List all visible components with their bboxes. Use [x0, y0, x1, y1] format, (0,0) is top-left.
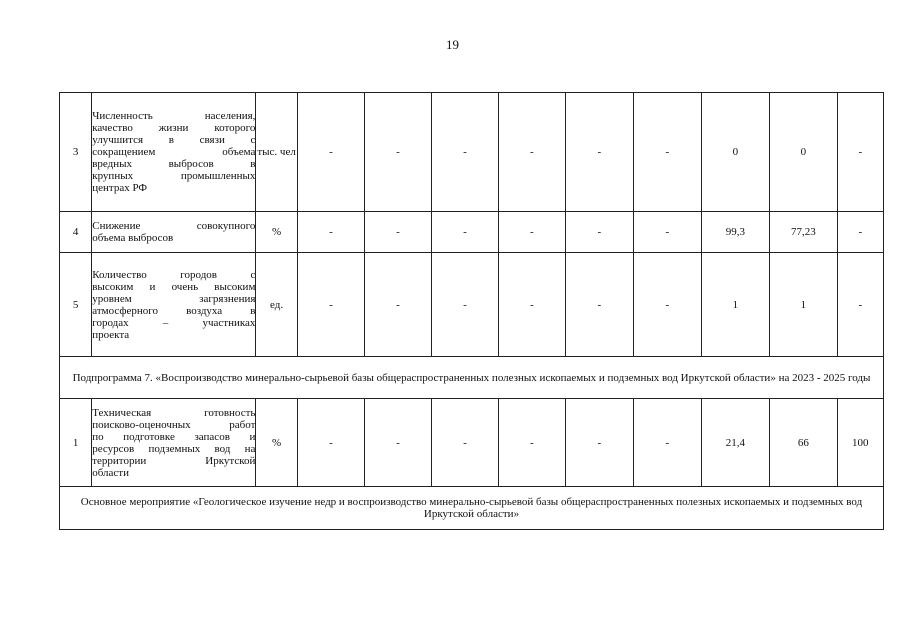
unit-cell: %	[256, 212, 297, 253]
value-cell: -	[297, 399, 364, 487]
main-event-heading: Основное мероприятие «Геологическое изучение недр и воспроизводство минерально-сырьевой базы общераспространенных полезных ископаемых и подземных вод Иркутской области»	[60, 487, 884, 530]
row-number: 4	[60, 212, 92, 253]
row-number: 3	[60, 93, 92, 212]
value-cell: -	[365, 212, 431, 253]
value-cell: -	[837, 212, 883, 253]
value-cell: 100	[837, 399, 883, 487]
page-number: 19	[446, 37, 459, 52]
value-cell: -	[431, 253, 498, 357]
value-cell: -	[565, 212, 633, 253]
unit-cell: ед.	[256, 253, 297, 357]
table-row	[60, 399, 884, 487]
value-cell: -	[634, 212, 701, 253]
subprogram-7-heading: Подпрограмма 7. «Воспроизводство минерально-сырьевой базы общераспространенных полезных ископаемых и подземных вод Иркутской области» на 2023 - 2025 годы	[60, 357, 884, 399]
value-cell: -	[837, 253, 883, 357]
value-cell: -	[499, 93, 565, 212]
value-cell: 21,4	[701, 399, 769, 487]
value-cell: -	[634, 253, 701, 357]
value-cell: -	[499, 212, 565, 253]
value-cell: -	[634, 93, 701, 212]
value-cell: -	[499, 399, 565, 487]
value-cell: 0	[770, 93, 837, 212]
table-row	[60, 253, 884, 357]
indicator-name: Численность населения, качество жизни которого улучшится в связи с сокращением объема вредных выбросов в крупных промышленных центрах РФ	[92, 93, 256, 212]
value-cell: 0	[701, 93, 769, 212]
value-cell: -	[297, 212, 364, 253]
value-cell: -	[565, 253, 633, 357]
section-row	[60, 487, 884, 530]
value-cell: 1	[770, 253, 837, 357]
value-cell: -	[565, 93, 633, 212]
unit-cell: тыс. чел	[256, 93, 297, 212]
value-cell: -	[297, 253, 364, 357]
value-cell: 99,3	[701, 212, 769, 253]
value-cell: 66	[770, 399, 837, 487]
unit-cell: %	[256, 399, 297, 487]
value-cell: -	[365, 93, 431, 212]
value-cell: -	[499, 253, 565, 357]
value-cell: -	[365, 399, 431, 487]
value-cell: -	[565, 399, 633, 487]
value-cell: -	[431, 399, 498, 487]
indicator-name: Количество городов с высоким и очень высоким уровнем загрязнения атмосферного воздуха в городах – участниках проекта	[92, 253, 256, 357]
row-number: 1	[60, 399, 92, 487]
section-row	[60, 357, 884, 399]
value-cell: -	[837, 93, 883, 212]
value-cell: -	[365, 253, 431, 357]
value-cell: 77,23	[770, 212, 837, 253]
value-cell: -	[431, 212, 498, 253]
row-number: 5	[60, 253, 92, 357]
value-cell: -	[634, 399, 701, 487]
value-cell: -	[431, 93, 498, 212]
indicator-name: Техническая готовность поисково-оценочных работ по подготовке запасов и ресурсов подземных вод на территории Иркутской области	[92, 399, 256, 487]
value-cell: 1	[701, 253, 769, 357]
indicator-name: Снижение совокупного объема выбросов	[92, 212, 256, 253]
value-cell: -	[297, 93, 364, 212]
table-row	[60, 93, 884, 212]
indicators-table	[59, 92, 884, 530]
table-row	[60, 212, 884, 253]
